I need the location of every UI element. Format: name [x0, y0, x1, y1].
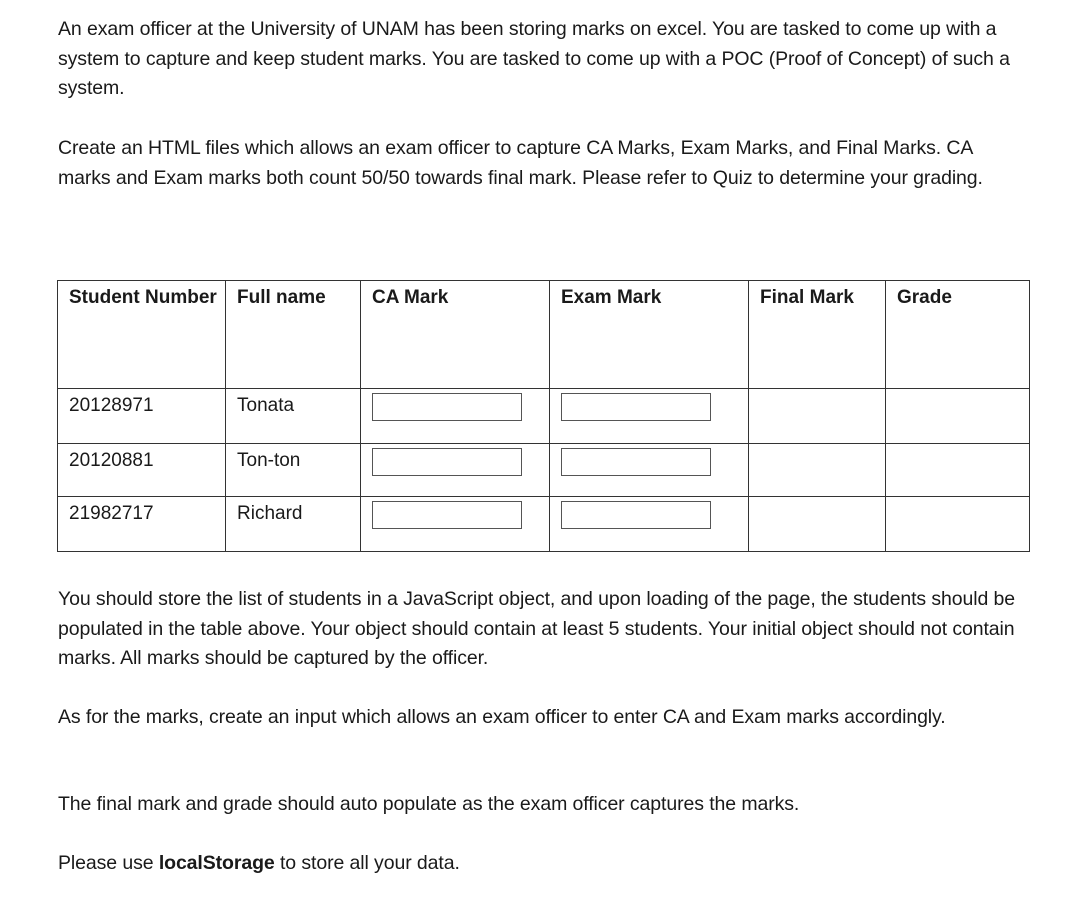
header-exam-mark: Exam Mark [550, 281, 749, 389]
header-final-mark: Final Mark [749, 281, 886, 389]
exam-mark-input[interactable] [561, 448, 711, 476]
grade-cell [886, 389, 1030, 444]
table-row [58, 389, 1030, 444]
final-mark-cell [749, 497, 886, 552]
marks-table [57, 280, 1030, 552]
table-row [58, 444, 1030, 497]
final-mark-cell [749, 389, 886, 444]
ca-mark-input[interactable] [372, 393, 522, 421]
localstorage-prefix: Please use [58, 852, 159, 874]
ca-mark-cell [361, 444, 550, 497]
intro-paragraph-1: An exam officer at the University of UNAM has been storing marks on excel. You are tasked to come up with a system to capture and keep student marks. You are tasked to come up with a POC (Proof of Concept) of such a system. [58, 18, 1010, 99]
intro-paragraph-2: Create an HTML files which allows an exam officer to capture CA Marks, Exam Marks, and Final Marks. CA marks and Exam marks both count 50/50 towards final mark. Please refer to Quiz to determine your grading. [58, 137, 983, 189]
ca-mark-cell [361, 497, 550, 552]
header-full-name: Full name [226, 281, 361, 389]
header-ca-mark: CA Mark [361, 281, 550, 389]
full-name-cell: Richard [226, 497, 361, 552]
header-grade: Grade [886, 281, 1030, 389]
full-name-cell: Tonata [226, 389, 361, 444]
student-number-cell: 20120881 [58, 444, 226, 497]
instruction-paragraph-autopopulate: The final mark and grade should auto populate as the exam officer captures the marks. [58, 793, 800, 815]
final-mark-cell [749, 444, 886, 497]
localstorage-keyword: localStorage [158, 852, 275, 874]
exam-mark-cell [550, 497, 749, 552]
ca-mark-input[interactable] [372, 501, 522, 529]
exam-mark-cell [550, 389, 749, 444]
table-header-row [58, 281, 1030, 389]
student-number-cell: 20128971 [58, 389, 226, 444]
instruction-paragraph-storage: You should store the list of students in a JavaScript object, and upon loading of the page, the students should be populated in the table above. Your object should contain at least 5 students. Your initial object should not contain marks. All marks should be captured by the officer. [58, 588, 1016, 669]
ca-mark-cell [361, 389, 550, 444]
exam-mark-cell [550, 444, 749, 497]
ca-mark-input[interactable] [372, 448, 522, 476]
table-row [58, 497, 1030, 552]
exam-mark-input[interactable] [561, 393, 711, 421]
localstorage-suffix: to store all your data. [274, 852, 460, 874]
grade-cell [886, 497, 1030, 552]
instruction-paragraph-inputs: As for the marks, create an input which allows an exam officer to enter CA and Exam marks accordingly. [58, 706, 946, 728]
student-number-cell: 21982717 [58, 497, 226, 552]
exam-mark-input[interactable] [561, 501, 711, 529]
instruction-paragraph-localstorage [58, 849, 1018, 879]
grade-cell [886, 444, 1030, 497]
header-student-number: Student Number [58, 281, 226, 389]
full-name-cell: Ton-ton [226, 444, 361, 497]
